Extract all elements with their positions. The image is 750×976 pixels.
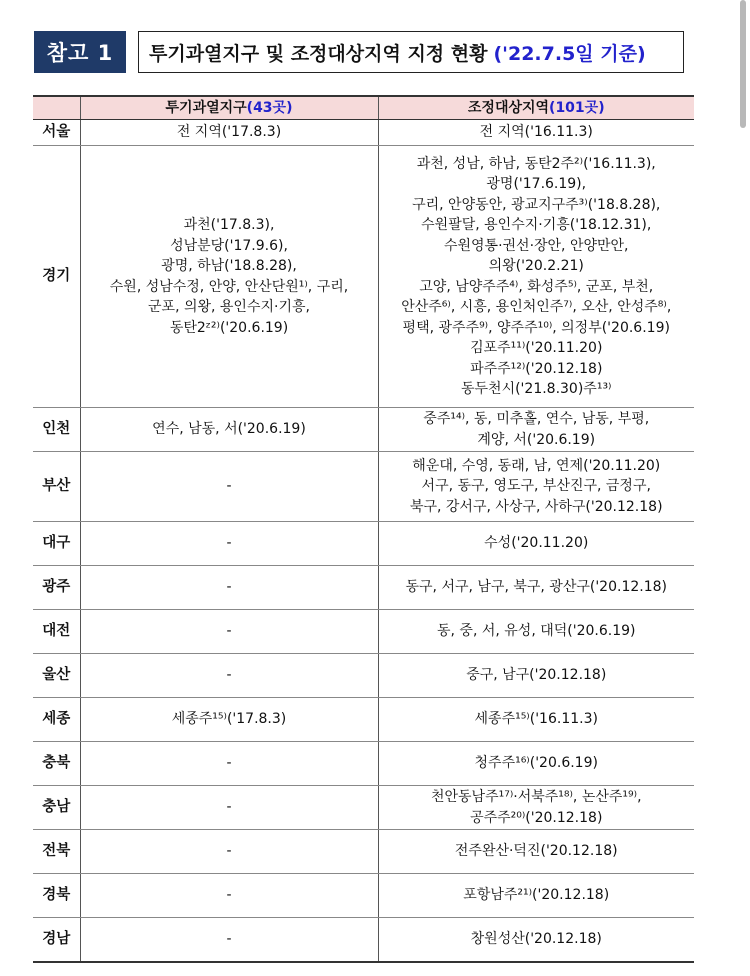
- adjusted-line: 천안동남주¹⁷⁾·서북주¹⁸⁾, 논산주¹⁹⁾,: [430, 789, 642, 805]
- adjusted-line: 구리, 안양동안, 광교지구주³⁾('18.8.28),: [412, 196, 661, 213]
- adjusted-cell: [378, 874, 694, 918]
- table-row: [33, 146, 694, 408]
- overheated-line: -: [226, 579, 232, 596]
- overheated-line: 전 지역('17.8.3): [176, 124, 282, 141]
- header-overheated: [80, 96, 378, 120]
- adjusted-cell: [378, 654, 694, 698]
- table-row: [33, 566, 694, 610]
- overheated-line: 광명, 하남('18.8.28),: [161, 258, 297, 274]
- header-overheated-label: 투기과열지구: [165, 99, 247, 116]
- table-row: [33, 120, 694, 146]
- region-cell: 대구: [33, 522, 80, 566]
- overheated-line: -: [226, 667, 232, 684]
- adjusted-line: 수성('20.11.20): [484, 535, 589, 552]
- header-adjusted-label: 조정대상지역: [467, 99, 550, 116]
- header-adjusted-count: (101곳): [549, 99, 605, 116]
- region-cell: 경남: [33, 918, 80, 962]
- adjusted-cell: [378, 120, 694, 146]
- adjusted-line: 광명('17.6.19),: [486, 176, 587, 192]
- overheated-cell: [80, 918, 378, 962]
- title-text: 투기과열지구 및 조정대상지역 지정 현황: [149, 42, 488, 65]
- adjusted-cell: [378, 830, 694, 874]
- adjusted-line: 동구, 서구, 남구, 북구, 광산구('20.12.18): [405, 579, 667, 596]
- adjusted-line: 의왕('20.2.21): [488, 258, 584, 274]
- table-header-row: [33, 96, 694, 120]
- overheated-line: 성남분당('17.9.6),: [170, 237, 288, 254]
- table-body: [33, 120, 694, 962]
- adjusted-line: 세종주¹⁵⁾('16.11.3): [474, 711, 598, 728]
- region-cell: 대전: [33, 610, 80, 654]
- overheated-cell: [80, 742, 378, 786]
- adjusted-cell: [378, 698, 694, 742]
- adjusted-line: 수원팔달, 용인수지·기흥('18.12.31),: [421, 217, 652, 233]
- table-row: [33, 742, 694, 786]
- overheated-line: 세종주¹⁵⁾('17.8.3): [171, 711, 287, 728]
- page-title: [138, 31, 684, 73]
- overheated-line: -: [226, 755, 232, 772]
- overheated-line: -: [226, 799, 232, 816]
- adjusted-line: 공주주²⁰⁾('20.12.18): [470, 809, 603, 826]
- table-row: [33, 698, 694, 742]
- overheated-line: -: [226, 931, 232, 947]
- table-row: [33, 408, 694, 452]
- adjusted-line: 해운대, 수영, 동래, 남, 연제('20.11.20): [412, 457, 661, 474]
- region-cell: 경북: [33, 874, 80, 918]
- region-cell: 서울: [33, 120, 80, 146]
- overheated-cell: [80, 452, 378, 522]
- table-row: [33, 522, 694, 566]
- adjusted-cell: [378, 918, 694, 962]
- overheated-line: 연수, 남동, 서('20.6.19): [152, 421, 306, 438]
- table-row: [33, 610, 694, 654]
- scrollbar[interactable]: [740, 0, 746, 128]
- table-row: [33, 918, 694, 962]
- region-cell: 부산: [33, 452, 80, 522]
- region-cell: 충북: [33, 742, 80, 786]
- overheated-line: 군포, 의왕, 용인수지·기흥,: [148, 299, 310, 315]
- adjusted-cell: [378, 742, 694, 786]
- overheated-cell: [80, 610, 378, 654]
- adjusted-line: 평택, 광주주⁹⁾, 양주주¹⁰⁾, 의정부('20.6.19): [402, 319, 670, 336]
- overheated-cell: [80, 146, 378, 408]
- overheated-cell: [80, 654, 378, 698]
- adjusted-cell: [378, 408, 694, 452]
- table-row: [33, 874, 694, 918]
- adjusted-cell: [378, 522, 694, 566]
- overheated-line: -: [226, 623, 232, 640]
- overheated-line: 동탄2ᶻ²⁾('20.6.19): [169, 319, 289, 336]
- header-overheated-count: (43곳): [246, 99, 293, 116]
- adjusted-line: 수원영통·권선·장안, 안양만안,: [443, 237, 629, 254]
- header-region: [33, 96, 80, 120]
- adjusted-line: 계양, 서('20.6.19): [477, 431, 596, 448]
- overheated-cell: [80, 874, 378, 918]
- designation-table: [33, 95, 694, 963]
- adjusted-line: 김포주¹¹⁾('20.11.20): [470, 340, 603, 356]
- table-row: [33, 654, 694, 698]
- region-cell: 경기: [33, 146, 80, 408]
- adjusted-cell: [378, 452, 694, 522]
- table-row: [33, 786, 694, 830]
- adjusted-line: 중주¹⁴⁾, 동, 미추홀, 연수, 남동, 부평,: [423, 411, 650, 427]
- region-cell: 충남: [33, 786, 80, 830]
- overheated-cell: [80, 120, 378, 146]
- adjusted-cell: [378, 566, 694, 610]
- region-cell: 전북: [33, 830, 80, 874]
- adjusted-line: 전주완산·덕진('20.12.18): [454, 843, 618, 860]
- adjusted-line: 고양, 남양주주⁴⁾, 화성주⁵⁾, 군포, 부천,: [419, 278, 654, 295]
- overheated-line: 수원, 성남수정, 안양, 안산단원¹⁾, 구리,: [109, 278, 349, 295]
- overheated-line: -: [226, 843, 232, 860]
- title-row: [34, 31, 684, 73]
- region-cell: 광주: [33, 566, 80, 610]
- adjusted-line: 파주주¹²⁾('20.12.18): [470, 360, 603, 377]
- reference-badge: 참고 1: [34, 31, 126, 73]
- adjusted-line: 전 지역('16.11.3): [479, 124, 593, 141]
- title-date: ('22.7.5일 기준): [493, 42, 646, 65]
- overheated-line: -: [226, 535, 232, 552]
- overheated-cell: [80, 786, 378, 830]
- overheated-cell: [80, 522, 378, 566]
- table-row: [33, 830, 694, 874]
- overheated-line: 과천('17.8.3),: [183, 217, 275, 233]
- overheated-cell: [80, 698, 378, 742]
- overheated-cell: [80, 830, 378, 874]
- adjusted-line: 포항남주²¹⁾('20.12.18): [463, 887, 610, 904]
- adjusted-line: 서구, 동구, 영도구, 부산진구, 금정구,: [421, 478, 651, 495]
- header-adjusted: [378, 96, 694, 120]
- adjusted-line: 청주주¹⁶⁾('20.6.19): [474, 755, 598, 772]
- adjusted-cell: [378, 786, 694, 830]
- adjusted-line: 안산주⁶⁾, 시흥, 용인처인주⁷⁾, 오산, 안성주⁸⁾,: [401, 299, 672, 315]
- adjusted-cell: [378, 610, 694, 654]
- adjusted-cell: [378, 146, 694, 408]
- region-cell: 울산: [33, 654, 80, 698]
- table-row: [33, 452, 694, 522]
- adjusted-line: 창원성산('20.12.18): [470, 931, 602, 947]
- adjusted-line: 북구, 강서구, 사상구, 사하구('20.12.18): [409, 498, 663, 515]
- overheated-cell: [80, 408, 378, 452]
- overheated-cell: [80, 566, 378, 610]
- overheated-line: -: [226, 887, 232, 904]
- adjusted-line: 동, 중, 서, 유성, 대덕('20.6.19): [437, 623, 636, 640]
- region-cell: 세종: [33, 698, 80, 742]
- adjusted-line: 과천, 성남, 하남, 동탄2주²⁾('16.11.3),: [416, 155, 656, 172]
- adjusted-line: 동두천시('21.8.30)주¹³⁾: [461, 381, 612, 397]
- overheated-line: -: [226, 478, 232, 495]
- region-cell: 인천: [33, 408, 80, 452]
- adjusted-line: 중구, 남구('20.12.18): [466, 667, 607, 684]
